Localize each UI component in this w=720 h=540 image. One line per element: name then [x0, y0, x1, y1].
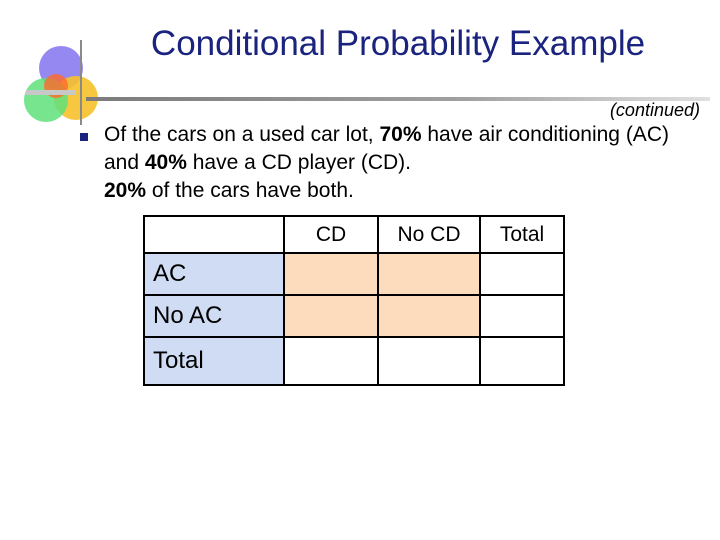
col-header-cd: CD — [284, 216, 378, 253]
cell-total-no-cd — [378, 337, 480, 385]
pct-ac: 70% — [379, 123, 422, 146]
row-label-no-ac: No AC — [144, 295, 284, 337]
row-label-total: Total — [144, 337, 284, 385]
pct-both: 20% — [104, 179, 147, 202]
slide-title: Conditional Probability Example — [150, 24, 646, 63]
col-header-no-cd: No CD — [378, 216, 480, 253]
table-corner — [144, 216, 284, 253]
cell-total-cd — [284, 337, 378, 385]
contingency-table — [143, 215, 565, 386]
pct-cd: 40% — [144, 151, 187, 174]
text-part-2: have air conditioning (AC) and — [104, 123, 669, 174]
cell-no-ac-cd — [284, 295, 378, 337]
cell-total-total — [480, 337, 564, 385]
text-part-3: have a CD player (CD). — [186, 151, 411, 174]
cell-no-ac-no-cd — [378, 295, 480, 337]
row-label-ac: AC — [144, 253, 284, 295]
colored-circles-logo — [6, 38, 106, 128]
cell-ac-total — [480, 253, 564, 295]
text-part-1: Of the cars on a used car lot, — [104, 123, 380, 146]
cell-ac-no-cd — [378, 253, 480, 295]
bullet-text — [104, 121, 709, 205]
cell-no-ac-total — [480, 295, 564, 337]
text-part-4: of the cars have both. — [146, 179, 354, 202]
title-vertical-rule — [80, 40, 82, 125]
cell-ac-cd — [284, 253, 378, 295]
col-header-total: Total — [480, 216, 564, 253]
square-bullet-icon — [80, 133, 88, 141]
slide-subtitle: (continued) — [609, 100, 700, 120]
